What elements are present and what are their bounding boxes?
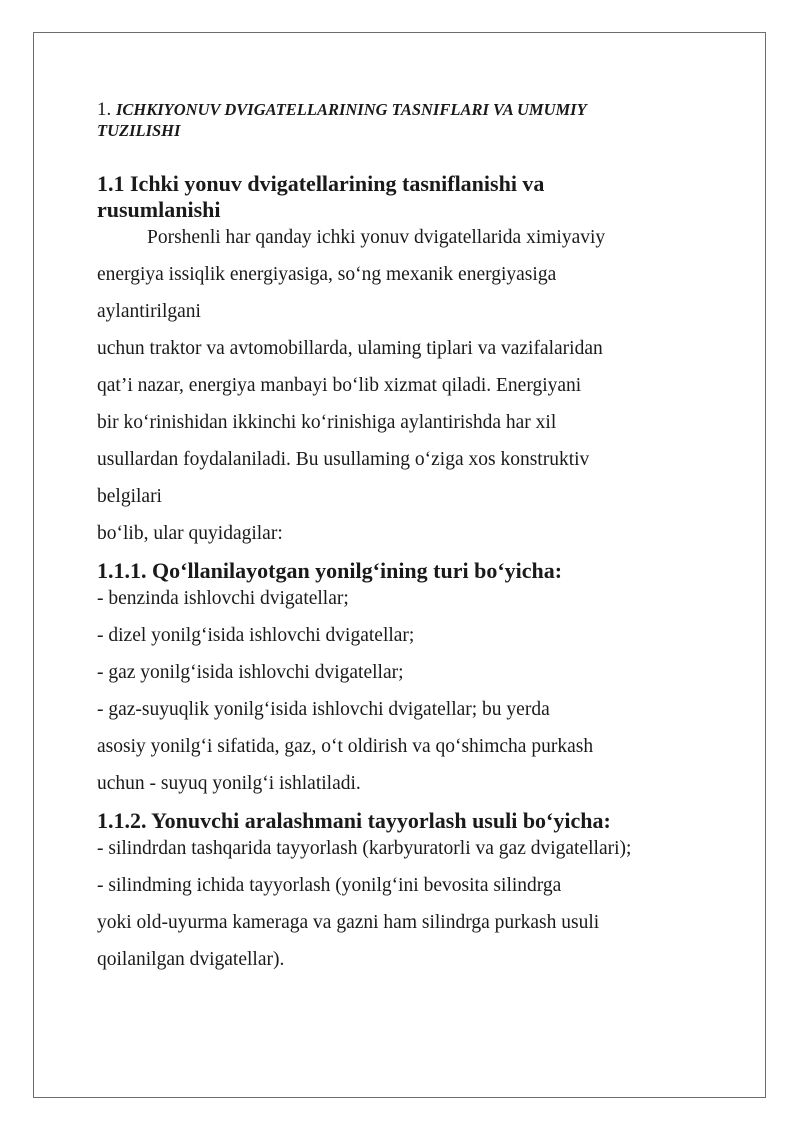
section-heading-1-1 [97, 171, 697, 223]
section-heading-1-1-line2: rusumlanishi [97, 197, 221, 222]
paragraph-line: bo‘lib, ular quyidagilar: [97, 523, 283, 544]
paragraph-line: Porshenli har qanday ichki yonuv dvigatellarida ximiyaviy [147, 227, 606, 248]
section-1-1-1-list [97, 580, 697, 802]
list-item: - gaz yonilg‘isida ishlovchi dvigatellar; [97, 662, 404, 683]
paragraph-line: aylantirilgani [97, 301, 201, 322]
paragraph-line: belgilari [97, 486, 162, 507]
section-1-1-2-list [97, 830, 697, 978]
chapter-title-line2: TUZILISHI [97, 121, 181, 140]
list-item: - silindming ichida tayyorlash (yonilg‘ini bevosita silindrga [97, 875, 562, 896]
section-1-1-body [97, 219, 697, 552]
list-item: - dizel yonilg‘isida ishlovchi dvigatellar; [97, 625, 415, 646]
paragraph-line: usullardan foydalaniladi. Bu usullaming o‘ziga xos konstruktiv [97, 449, 590, 470]
section-heading-1-1-1: 1.1.1. Qo‘llanilayotgan yonilg‘ining turi bo‘yicha: [97, 558, 563, 583]
list-item: yoki old-uyurma kameraga va gazni ham silindrga purkash usuli [97, 912, 600, 933]
list-item: - benzinda ishlovchi dvigatellar; [97, 588, 349, 609]
paragraph-line: qat’i nazar, energiya manbayi bo‘lib xizmat qiladi. Energiyani [97, 375, 582, 396]
list-item: uchun - suyuq yonilg‘i ishlatiladi. [97, 773, 361, 794]
list-item: - silindrdan tashqarida tayyorlash (karbyuratorli va gaz dvigatellari); [97, 838, 632, 859]
section-heading-1-1-line1: 1.1 Ichki yonuv dvigatellarining tasniflanishi va [97, 171, 545, 196]
chapter-title-line1: ICHKIYONUV DVIGATELLARINING TASNIFLARI VA UMUMIY [116, 100, 587, 119]
list-item: qoilanilgan dvigatellar). [97, 949, 285, 970]
document-content [97, 99, 697, 978]
section-heading-1-1-2: 1.1.2. Yonuvchi aralashmani tayyorlash usuli bo‘yicha: [97, 808, 611, 833]
paragraph-line: bir ko‘rinishidan ikkinchi ko‘rinishiga aylantirishda har xil [97, 412, 557, 433]
paragraph-line: energiya issiqlik energiyasiga, so‘ng mexanik energiyasiga [97, 264, 557, 285]
paragraph-line: uchun traktor va avtomobillarda, ulaming tiplari va vazifalaridan [97, 338, 603, 359]
list-item: asosiy yonilg‘i sifatida, gaz, o‘t oldirish va qo‘shimcha purkash [97, 736, 594, 757]
document-page [33, 32, 766, 1098]
chapter-number: 1. [97, 99, 112, 120]
chapter-title [97, 99, 697, 141]
list-item: - gaz-suyuqlik yonilg‘isida ishlovchi dvigatellar; bu yerda [97, 699, 550, 720]
